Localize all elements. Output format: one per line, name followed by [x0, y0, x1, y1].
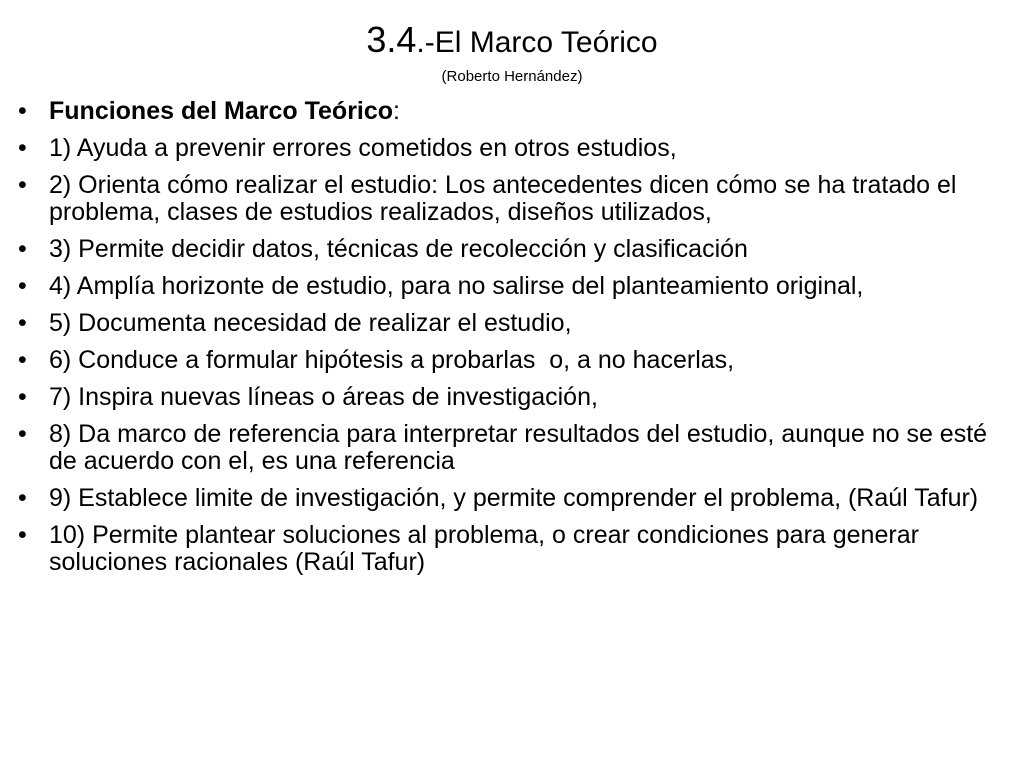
list-item: [18, 485, 1008, 512]
title-text: .-El Marco Teórico: [416, 26, 658, 59]
bullet-icon: •: [18, 309, 27, 337]
title-block: [0, 20, 1024, 87]
list-item: [18, 421, 1008, 475]
bullet-icon: •: [18, 235, 27, 263]
list-item-text: 7) Inspira nuevas líneas o áreas de investigación,: [49, 383, 598, 411]
list-item-text: 5) Documenta necesidad de realizar el estudio,: [49, 309, 572, 337]
bullet-list: [18, 98, 1008, 586]
list-item-text: 3) Permite decidir datos, técnicas de recolección y clasificación: [49, 235, 748, 263]
bullet-icon: •: [18, 346, 27, 374]
list-heading-text: [49, 98, 1008, 125]
list-item: [18, 347, 1008, 374]
list-item-text: 6) Conduce a formular hipótesis a probarlas o, a no hacerlas,: [49, 346, 735, 374]
list-item: [18, 172, 1008, 226]
bullet-icon: •: [18, 134, 27, 162]
list-heading: [18, 98, 1008, 125]
list-item-text: 10) Permite plantear soluciones al problema, o crear condiciones para generar soluciones racionales (Raúl Tafur): [49, 521, 919, 576]
list-item: [18, 310, 1008, 337]
page-title: [0, 20, 1024, 63]
bullet-icon: •: [18, 383, 27, 411]
list-item-text: 8) Da marco de referencia para interpretar resultados del estudio, aunque no se esté de acuerdo con el, es una referencia: [49, 420, 988, 475]
bullet-icon: •: [18, 521, 27, 549]
bullet-icon: •: [18, 420, 27, 448]
page-subtitle: (Roberto Hernández): [441, 68, 583, 85]
list-item-text: 9) Establece limite de investigación, y permite comprender el problema, (Raúl Tafur): [49, 484, 979, 512]
list-item: [18, 135, 1008, 162]
list-item-text: 1) Ayuda a prevenir errores cometidos en otros estudios,: [49, 134, 677, 162]
list-item: [18, 522, 1008, 576]
list-heading-suffix: :: [393, 97, 400, 125]
bullet-icon: •: [18, 484, 27, 512]
list-heading-label: Funciones del Marco Teórico: [49, 97, 394, 125]
list-item-text: 4) Amplía horizonte de estudio, para no salirse del planteamiento original,: [49, 272, 864, 300]
list-item: [18, 236, 1008, 263]
list-item-text: 2) Orienta cómo realizar el estudio: Los antecedentes dicen cómo se ha tratado el problema, clases de estudios realizados, diseños utilizados,: [49, 171, 957, 226]
bullet-icon: •: [18, 97, 27, 125]
bullet-icon: •: [18, 171, 27, 199]
bullet-icon: •: [18, 272, 27, 300]
list-item: [18, 384, 1008, 411]
title-number: 3.4: [366, 19, 417, 60]
list-item: [18, 273, 1008, 300]
